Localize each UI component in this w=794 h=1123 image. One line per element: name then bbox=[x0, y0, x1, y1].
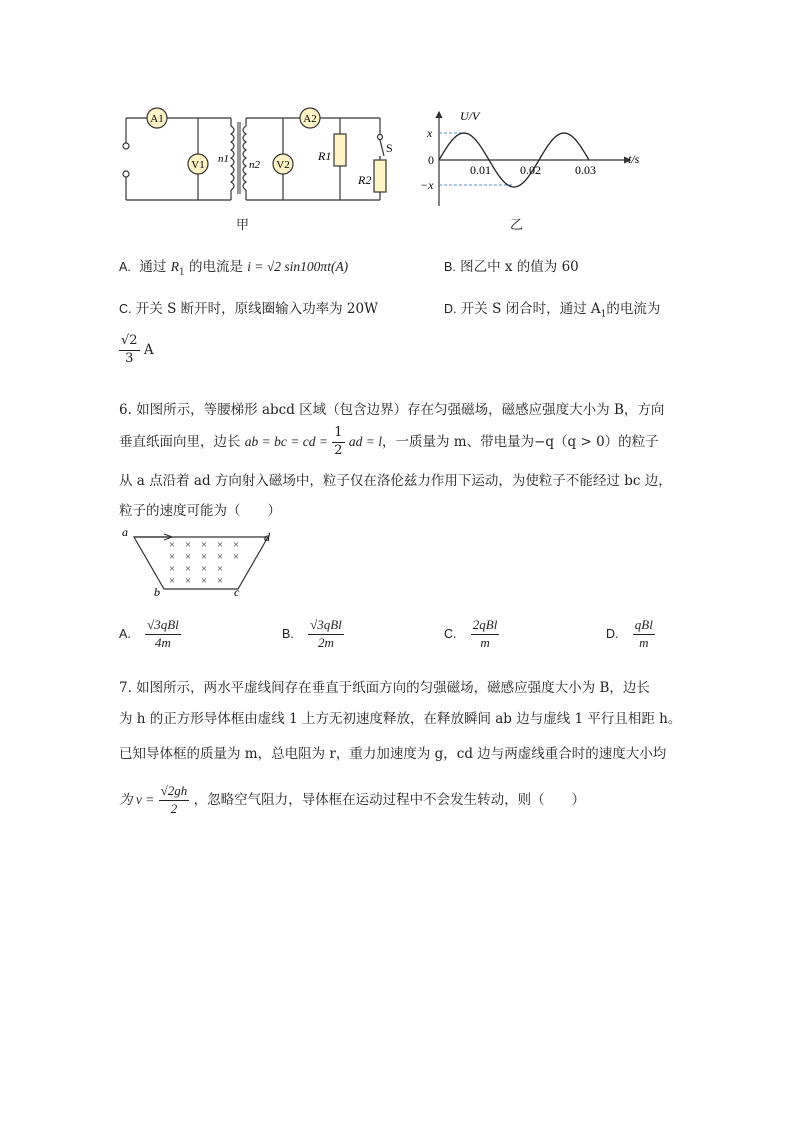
r2-label: R2 bbox=[358, 173, 372, 187]
n2-label: n2 bbox=[249, 159, 260, 171]
field-cross-mark: × bbox=[216, 539, 224, 551]
field-cross-mark: × bbox=[200, 563, 208, 575]
q5-option-a: A. 通过 $R_1$ 的电流是 i = √2 sin100πt(A) bbox=[119, 259, 349, 278]
tick-001: 0.01 bbox=[470, 163, 491, 177]
a2-label: A2 bbox=[303, 113, 317, 125]
r1-label: R1 bbox=[318, 149, 332, 163]
field-cross-mark: × bbox=[200, 575, 208, 587]
point-c-label: c bbox=[234, 585, 240, 599]
n1-label: n1 bbox=[218, 153, 229, 165]
q5-option-b: B. 图乙中 x 的值为 60 bbox=[444, 259, 579, 275]
point-a-label: a bbox=[122, 526, 128, 539]
field-cross-mark: × bbox=[200, 539, 208, 551]
field-cross-mark: × bbox=[168, 575, 176, 587]
point-d-label: d bbox=[264, 530, 270, 544]
field-cross-mark: × bbox=[200, 551, 208, 563]
q6-option-d: D. $\frac{\text{qBl}}{m}$ bbox=[606, 617, 653, 650]
field-cross-mark: × bbox=[184, 575, 192, 587]
q5-option-d-value: $\frac{√2}{3}$ A bbox=[121, 333, 154, 366]
tick-002: 0.02 bbox=[520, 163, 541, 177]
r1-resistor bbox=[334, 134, 346, 166]
field-cross-mark: × bbox=[168, 563, 176, 575]
q6-line4: 粒子的速度可能为（ ） bbox=[119, 503, 281, 519]
caption-jia: 甲 bbox=[236, 218, 250, 233]
caption-yi: 乙 bbox=[510, 218, 524, 233]
q6-line2: 垂直纸面向里，边长 ab = bc = cd = $\frac{1}{2}$ ad = l，一质量为 m、带电量为−q（q > 0）的粒子 bbox=[119, 425, 659, 458]
q6-line1: 6. 如图所示，等腰梯形 abcd 区域（包含边界）存在匀强磁场，磁感应强度大小为 B，方向 bbox=[119, 402, 665, 418]
r2-resistor bbox=[374, 160, 386, 192]
field-cross-mark: × bbox=[232, 539, 240, 551]
q6-option-a: A. $\frac{\text{√3qBl}}{4m}$ bbox=[119, 617, 179, 650]
y-axis-label: U/V bbox=[460, 109, 480, 123]
field-cross-mark: × bbox=[216, 563, 224, 575]
q6-line3: 从 a 点沿着 ad 方向射入磁场中，粒子仅在洛伦兹力作用下运动，为使粒子不能经过 bc 边， bbox=[119, 473, 672, 489]
switch-label: S bbox=[386, 141, 393, 155]
field-cross-mark: × bbox=[168, 539, 176, 551]
point-b-label: b bbox=[154, 585, 160, 599]
q6-option-c: C. $\frac{\text{2qBl}}{m}$ bbox=[444, 617, 498, 650]
circuit-figure-jia bbox=[118, 104, 400, 212]
q7-line4: 为 v = $\frac{√2gh}{2}$ ，忽略空气阻力，导体框在运动过程中不会发生转动，则（ ） bbox=[119, 783, 586, 816]
field-cross-mark: × bbox=[216, 575, 224, 587]
magnetic-field-crosses bbox=[169, 539, 239, 587]
q7-line2: 为 h 的正方形导体框由虚线 1 上方无初速度释放，在释放瞬间 ab 边与虚线 1 平行且相距 h。 bbox=[119, 711, 682, 727]
v2-label: V2 bbox=[276, 159, 290, 171]
tick-003: 0.03 bbox=[575, 163, 596, 177]
x-top-label: x bbox=[427, 126, 433, 140]
trapezoid-field-figure bbox=[118, 526, 288, 600]
field-cross-mark: × bbox=[232, 551, 240, 563]
q7-line1: 7. 如图所示，两水平虚线间存在垂直于纸面方向的匀强磁场，磁感应强度大小为 B，边长 bbox=[119, 680, 650, 696]
field-cross-mark: × bbox=[216, 551, 224, 563]
a1-label: A1 bbox=[150, 113, 164, 125]
q5-option-d: D. 开关 S 闭合时，通过 $A_1$的电流为 bbox=[444, 301, 661, 320]
field-cross-mark: × bbox=[184, 539, 192, 551]
field-cross-mark: × bbox=[184, 563, 192, 575]
x-bottom-label: −x bbox=[420, 178, 434, 192]
sine-graph-yi bbox=[418, 106, 650, 210]
q7-line3: 已知导体框的质量为 m，总电阻为 r，重力加速度为 g，cd 边与两虚线重合时的速度大小均 bbox=[119, 746, 667, 762]
field-cross-mark: × bbox=[184, 551, 192, 563]
v1-label: V1 bbox=[191, 159, 205, 171]
x-axis-label: t/s bbox=[628, 152, 640, 166]
origin-label: 0 bbox=[428, 153, 434, 167]
q6-option-b: B. $\frac{\text{√3qBl}}{2m}$ bbox=[282, 617, 342, 650]
field-cross-mark: × bbox=[168, 551, 176, 563]
q5-option-c: C. 开关 S 断开时，原线圈输入功率为 20W bbox=[119, 301, 378, 317]
